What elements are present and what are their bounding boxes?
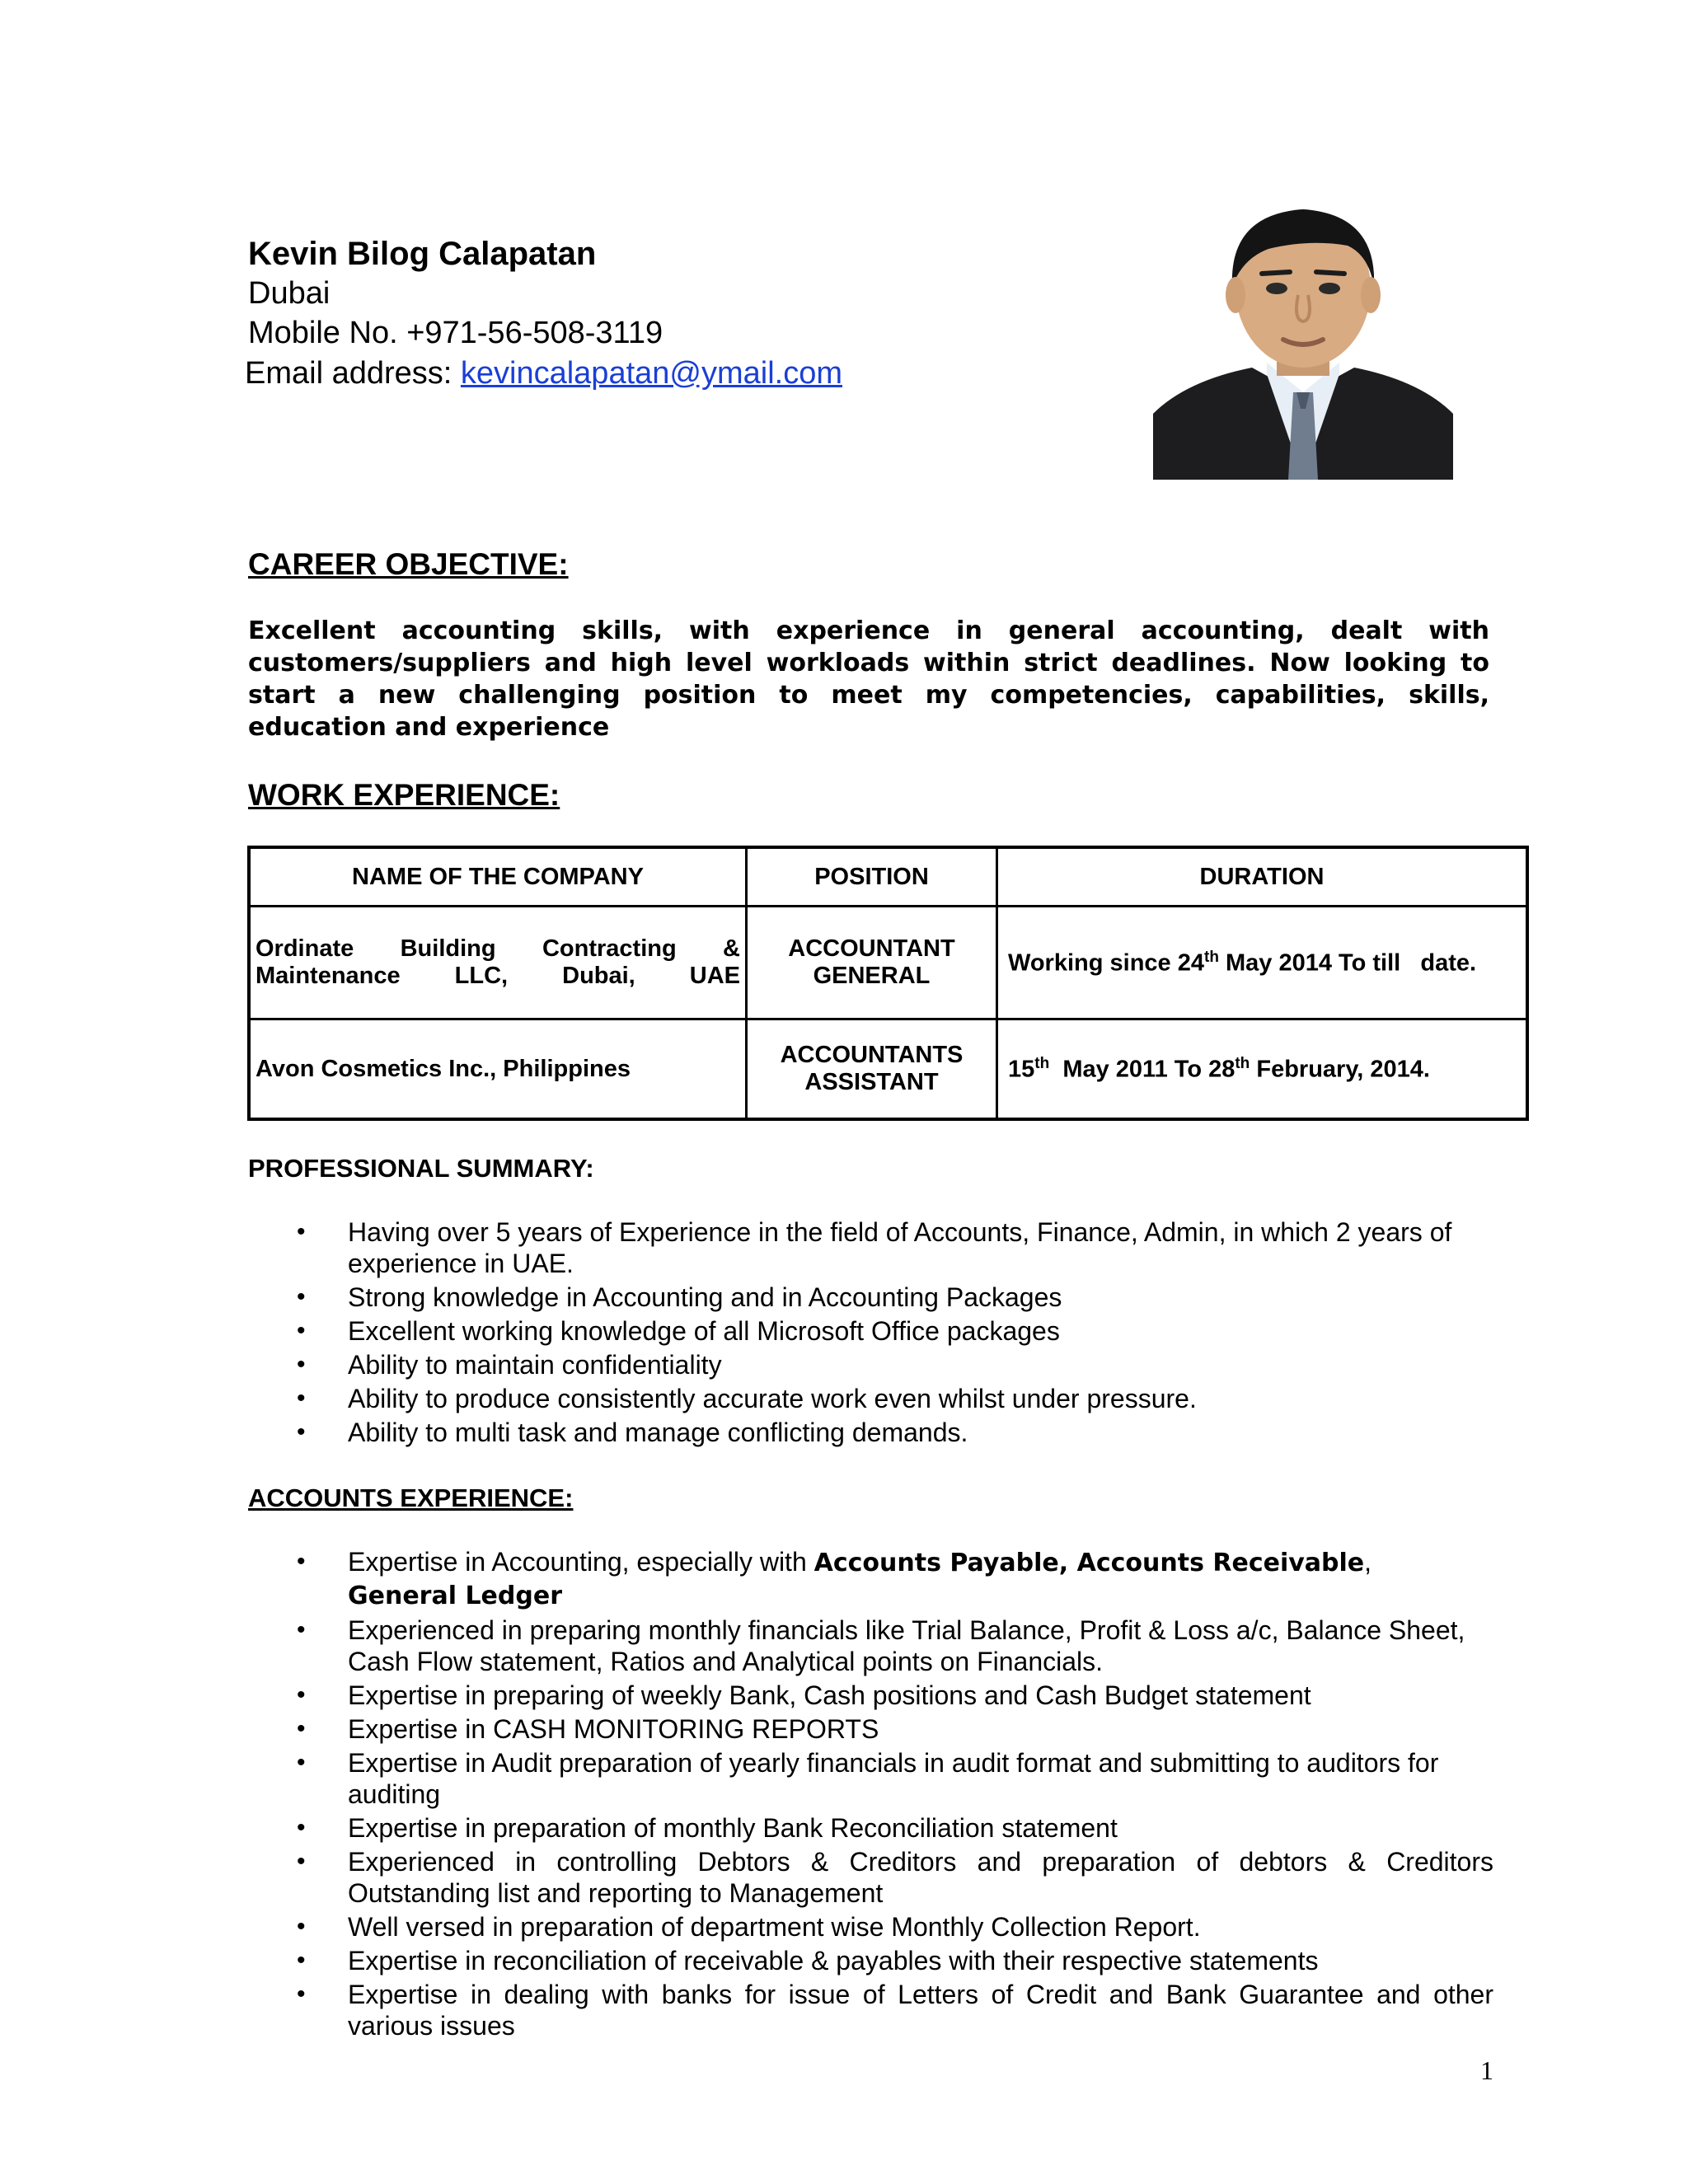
list-item: • Excellent working knowledge of all Microsoft Office packages — [290, 1315, 1493, 1347]
duration-suffix: th — [1034, 1054, 1050, 1072]
position-line: ASSISTANT — [804, 1069, 939, 1095]
column-header-position: POSITION — [747, 847, 997, 907]
duration-text: May 2014 To till date. — [1218, 949, 1477, 977]
profile-photo — [1153, 198, 1453, 480]
candidate-city: Dubai — [248, 276, 331, 311]
candidate-name: Kevin Bilog Calapatan — [248, 236, 597, 272]
position-cell — [747, 907, 997, 1019]
list-item: • Experienced in controlling Debtors & Creditors and preparation of debtors & Creditors Outstanding list and reporting to Management — [290, 1846, 1493, 1909]
company-name: Avon Cosmetics Inc., Philippines — [256, 1055, 631, 1082]
column-header-duration: DURATION — [997, 847, 1528, 907]
list-item: • Expertise in reconciliation of receivable & payables with their respective statements — [290, 1945, 1493, 1976]
list-item — [290, 1546, 1493, 1612]
career-objective-paragraph: Excellent accounting skills, with experience in general accounting, dealt with customers/suppliers and high level workloads within strict deadlines. Now looking to start a new challenging position to meet my competencies, capabilities, skills, education and experience — [248, 616, 1489, 742]
list-item: • Ability to multi task and manage conflicting demands. — [290, 1417, 1493, 1448]
list-item: • Ability to maintain confidentiality — [290, 1349, 1493, 1380]
position-line: ACCOUNTANTS — [780, 1042, 964, 1068]
list-item: • Expertise in Audit preparation of yearly financials in audit format and submitting to auditors for auditing — [290, 1747, 1493, 1810]
accounts-experience-list — [290, 1546, 1493, 2044]
duration-cell — [997, 1019, 1528, 1120]
work-experience-table — [247, 846, 1529, 1121]
career-objective-heading: CAREER OBJECTIVE: — [248, 547, 569, 581]
duration-text: May 2011 To 28 — [1049, 1056, 1236, 1083]
position-line: ACCOUNTANT — [788, 935, 955, 962]
list-item: • Strong knowledge in Accounting and in Accounting Packages — [290, 1282, 1493, 1313]
page-number: 1 — [1480, 2055, 1493, 2085]
duration-text: Working since 24 — [1008, 949, 1204, 977]
list-item-text: , — [1364, 1547, 1372, 1577]
list-item: • Well versed in preparation of department wise Monthly Collection Report. — [290, 1911, 1493, 1943]
list-item: • Expertise in preparing of weekly Bank, Cash positions and Cash Budget statement — [290, 1680, 1493, 1711]
profile-photo-illustration — [1153, 198, 1453, 480]
list-item: • Having over 5 years of Experience in the field of Accounts, Finance, Admin, in which 2 years of experience in UAE. — [290, 1216, 1493, 1279]
table-row — [249, 1019, 1527, 1120]
company-cell — [249, 1019, 747, 1120]
duration-cell — [997, 907, 1528, 1019]
list-item: • Expertise in preparation of monthly Bank Reconciliation statement — [290, 1812, 1493, 1844]
work-experience-heading: WORK EXPERIENCE: — [248, 778, 560, 812]
duration-suffix: th — [1204, 948, 1219, 966]
professional-summary-heading: PROFESSIONAL SUMMARY: — [248, 1154, 594, 1183]
duration-suffix: th — [1235, 1054, 1250, 1072]
column-header-company: NAME OF THE COMPANY — [249, 847, 747, 907]
table-header-row — [249, 847, 1527, 907]
career-objective-text — [248, 615, 1489, 743]
list-item-bold: General Ledger — [348, 1582, 562, 1610]
list-item: • Experienced in preparing monthly financials like Trial Balance, Profit & Loss a/c, Balance Sheet, Cash Flow statement, Ratios and Analytical points on Financials. — [290, 1615, 1493, 1677]
mobile-number: Mobile No. +971-56-508-3119 — [248, 316, 663, 350]
table-row — [249, 907, 1527, 1019]
duration-text: 15 — [1008, 1056, 1035, 1083]
professional-summary-list — [290, 1216, 1493, 1451]
position-cell — [747, 1019, 997, 1120]
email-link[interactable]: kevincalapatan@ymail.com — [460, 356, 842, 391]
accounts-experience-heading: ACCOUNTS EXPERIENCE: — [248, 1483, 574, 1512]
list-item: • Expertise in dealing with banks for issue of Letters of Credit and Bank Guarantee and other various issues — [290, 1979, 1493, 2041]
company-cell — [249, 907, 747, 1019]
email-label: Email address: — [245, 356, 461, 391]
duration-text: February, 2014. — [1250, 1056, 1430, 1083]
list-item-bold: Accounts Payable, Accounts Receivable — [814, 1549, 1365, 1577]
list-item: • Expertise in CASH MONITORING REPORTS — [290, 1713, 1493, 1745]
company-name: Ordinate Building Contracting & Maintenance LLC, Dubai, UAE — [256, 935, 740, 989]
list-item: • Ability to produce consistently accurate work even whilst under pressure. — [290, 1383, 1493, 1414]
list-item-text: Expertise in Accounting, especially with — [348, 1547, 814, 1577]
position-line: GENERAL — [813, 963, 931, 989]
email-line — [245, 356, 842, 391]
